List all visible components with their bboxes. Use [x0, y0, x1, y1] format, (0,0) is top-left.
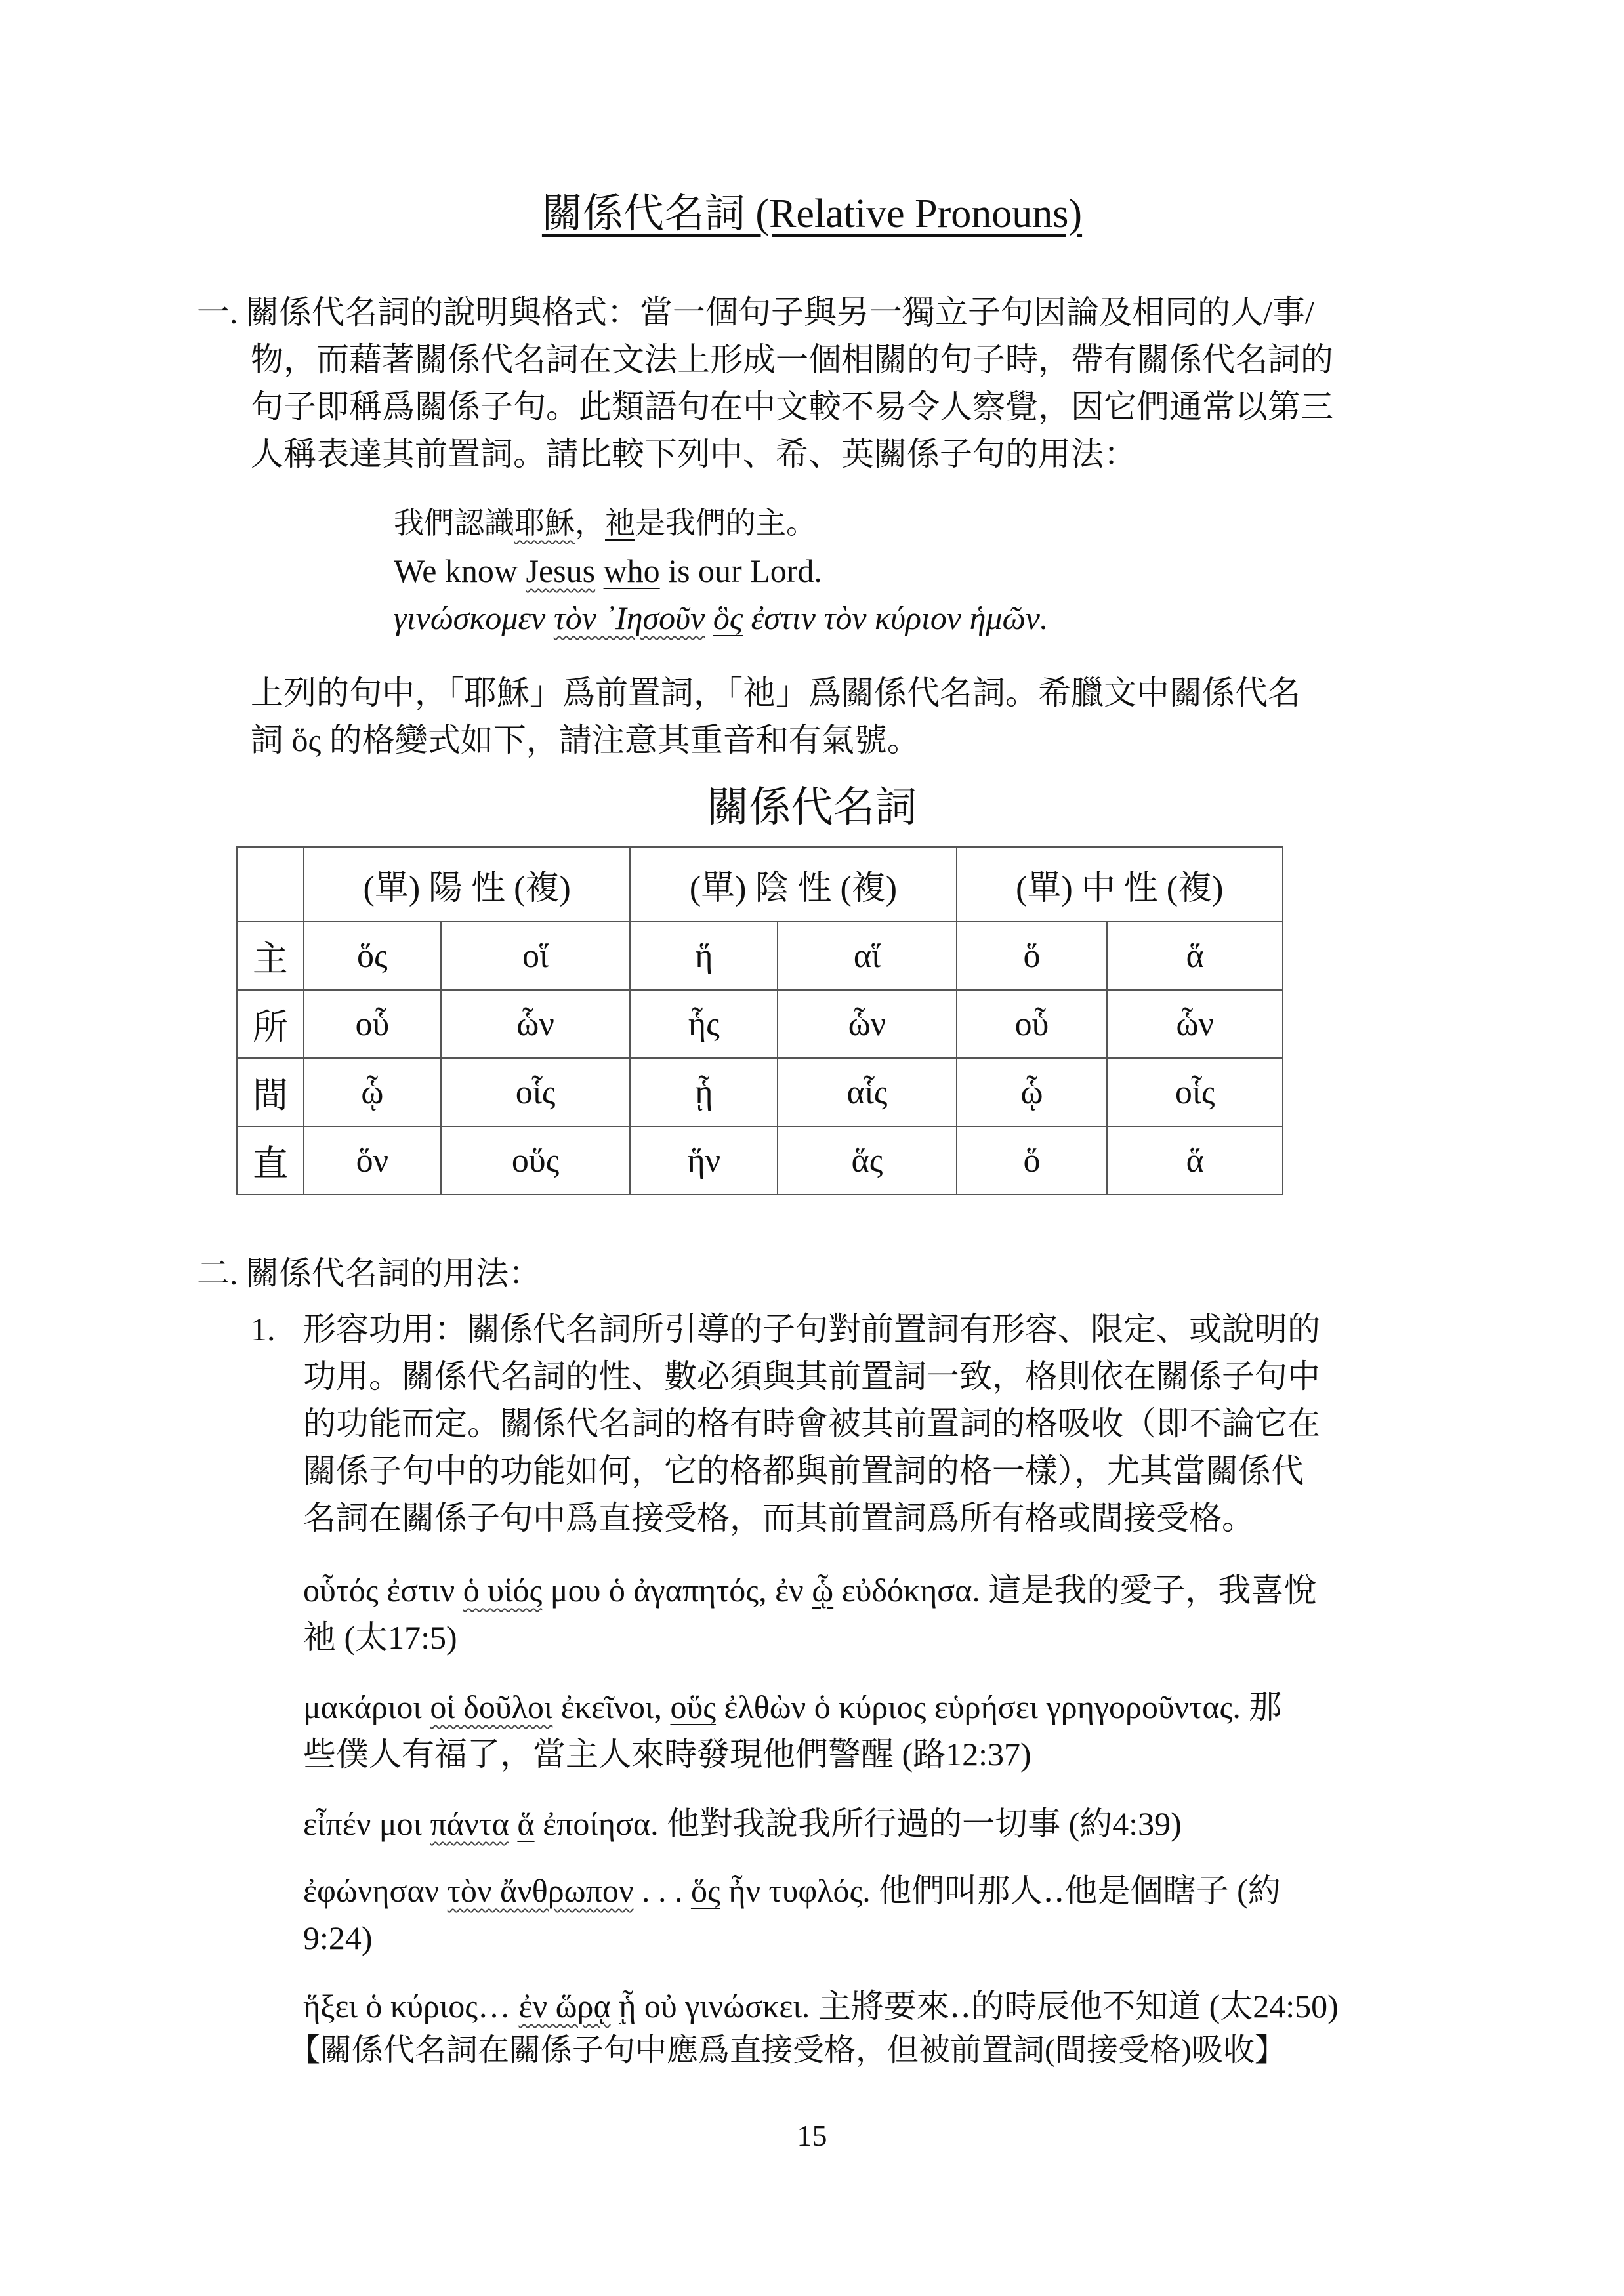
- table-cell: οὕς: [441, 1126, 631, 1195]
- relative-pronoun: ὅς: [690, 1872, 720, 1909]
- table-cell: ὅ: [957, 1126, 1108, 1195]
- section1-line: 人稱表達其前置詞。請比較下列中、希、英關係子句的用法：: [251, 436, 1136, 472]
- table-cell: ἥ: [630, 922, 778, 990]
- relative-pronoun: οὕς: [670, 1689, 717, 1725]
- example-greek: γινώσκομεν τὸν ᾿Ιησοῦν ὃς ἐστιν τὸν κύριον ἡμῶν.: [394, 600, 1049, 636]
- table-cell: ὧν: [441, 990, 631, 1058]
- section1-after-line: 上列的句中，「耶穌」爲前置詞，「祂」爲關係代名詞。希臘文中關係代名: [251, 674, 1301, 711]
- item1-line: 關係子句中的功能如何，它的格都與前置詞的格一樣），尤其當關係代: [303, 1452, 1304, 1489]
- relative-pronoun: ᾧ: [812, 1572, 834, 1609]
- table-row: [237, 922, 1283, 990]
- header-feminine: (單) 陰 性 (複): [630, 847, 956, 922]
- antecedent: τὸν ἄνθρωπον: [447, 1872, 634, 1909]
- example-1: οὗτός ἐστιν ὁ υἱός μου ὁ ἀγαπητός, ἐν ᾧ εὐδόκησα. 這是我的愛子，我喜悅: [303, 1572, 1317, 1609]
- relative-pronoun-table: [236, 846, 1283, 1195]
- table-cell: ἅ: [1107, 1126, 1283, 1195]
- table-row: [237, 1058, 1283, 1126]
- table-cell: οἷς: [1107, 1058, 1283, 1126]
- table-cell: ᾗ: [630, 1058, 778, 1126]
- antecedent: 耶穌: [514, 506, 575, 540]
- example-4-cont: 9:24): [303, 1919, 373, 1956]
- table-cell: ἧς: [630, 990, 778, 1058]
- header-masculine: (單) 陽 性 (複): [304, 847, 630, 922]
- header-corner: [237, 847, 304, 922]
- table-cell: ἥν: [630, 1126, 778, 1195]
- antecedent: οἱ δοῦλοι: [430, 1689, 553, 1725]
- table-cell: οἷς: [441, 1058, 631, 1126]
- section1-line: 物，而藉著關係代名詞在文法上形成一個相關的句子時，帶有關係代名詞的: [251, 341, 1333, 378]
- table-cell: ᾧ: [957, 1058, 1108, 1126]
- example-5-note: 【關係代名詞在關係子句中應爲直接受格，但被前置詞(間接受格)吸收】: [289, 2033, 1286, 2068]
- row-label: 間: [237, 1058, 304, 1126]
- section1-after-line: 詞 ὅς 的格變式如下，請注意其重音和有氣號。: [251, 722, 920, 758]
- item1-line: 功用。關係代名詞的性、數必須與其前置詞一致，格則依在關係子句中: [303, 1358, 1320, 1395]
- table-row: [237, 990, 1283, 1058]
- antecedent: τὸν ᾿Ιησοῦν: [553, 600, 705, 636]
- section2-heading: 二. 關係代名詞的用法：: [197, 1255, 541, 1292]
- example-2: μακάριοι οἱ δοῦλοι ἐκεῖνοι, οὕς ἐλθὼν ὁ κύριος εὑρήσει γρηγοροῦντας. 那: [303, 1689, 1282, 1725]
- header-neuter: (單) 中 性 (複): [957, 847, 1283, 922]
- section1-line: 句子即稱爲關係子句。此類語句在中文較不易令人察覺，因它們通常以第三: [251, 388, 1333, 425]
- relative-pronoun: ἅ: [517, 1805, 535, 1842]
- table-cell: αἷς: [778, 1058, 956, 1126]
- table-cell: ὅ: [957, 922, 1108, 990]
- antecedent: πάντα: [430, 1805, 509, 1842]
- page-number: 15: [797, 2119, 827, 2152]
- antecedent: ἐν ὥρᾳ: [518, 1988, 611, 2024]
- table-cell: ἅς: [778, 1126, 956, 1195]
- table-cell: ὧν: [778, 990, 956, 1058]
- table-cell: ὅν: [304, 1126, 441, 1195]
- table-header-row: [237, 847, 1283, 922]
- antecedent: ὁ υἱός: [463, 1572, 543, 1609]
- table-caption: 關係代名詞: [707, 784, 917, 830]
- relative-pronoun: ὃς: [713, 600, 743, 636]
- item1-line: 形容功用：關係代名詞所引導的子句對前置詞有形容、限定、或說明的: [303, 1311, 1320, 1347]
- item1-line: 名詞在關係子句中爲直接受格，而其前置詞爲所有格或間接受格。: [303, 1500, 1255, 1536]
- table-cell: ᾧ: [304, 1058, 441, 1126]
- table-cell: οἵ: [441, 922, 631, 990]
- example-4: ἐφώνησαν τὸν ἄνθρωπον . . . ὅς ἦν τυφλός. 他們叫那人‥他是個瞎子 (約: [303, 1872, 1281, 1909]
- table-cell: ἅ: [1107, 922, 1283, 990]
- table-cell: ὅς: [304, 922, 441, 990]
- row-label: 所: [237, 990, 304, 1058]
- table-cell: οὗ: [957, 990, 1108, 1058]
- relative-pronoun: ᾗ: [619, 1988, 636, 2024]
- page-title: 關係代名詞 (Relative Pronouns): [541, 192, 1083, 236]
- item1-number: 1.: [251, 1311, 276, 1347]
- table-row: [237, 1126, 1283, 1195]
- example-chinese: 我們認識耶穌，祂是我們的主。: [394, 506, 816, 540]
- table-cell: αἵ: [778, 922, 956, 990]
- table-cell: οὗ: [304, 990, 441, 1058]
- relative-pronoun: 祂: [605, 506, 635, 540]
- example-5: ἥξει ὁ κύριος… ἐν ὥρᾳ ᾗ οὐ γινώσκει. 主將要來‥的時辰他不知道 (太24:50): [303, 1988, 1339, 2024]
- table-cell: ὧν: [1107, 990, 1283, 1058]
- antecedent: Jesus: [526, 552, 596, 589]
- item1-line: 的功能而定。關係代名詞的格有時會被其前置詞的格吸收（即不論它在: [303, 1405, 1320, 1442]
- example-2-cont: 些僕人有福了，當主人來時發現他們警醒 (路12:37): [303, 1736, 1031, 1773]
- example-3: εἶπέν μοι πάντα ἅ ἐποίησα. 他對我說我所行過的一切事 (約4:39): [303, 1805, 1182, 1842]
- relative-pronoun: who: [603, 552, 660, 589]
- section1-line: 一. 關係代名詞的說明與格式：當一個句子與另一獨立子句因論及相同的人/事/: [197, 294, 1314, 331]
- row-label: 主: [237, 922, 304, 990]
- row-label: 直: [237, 1126, 304, 1195]
- example-1-cont: 祂 (太17:5): [303, 1619, 457, 1656]
- example-english: We know Jesus who is our Lord.: [394, 552, 822, 589]
